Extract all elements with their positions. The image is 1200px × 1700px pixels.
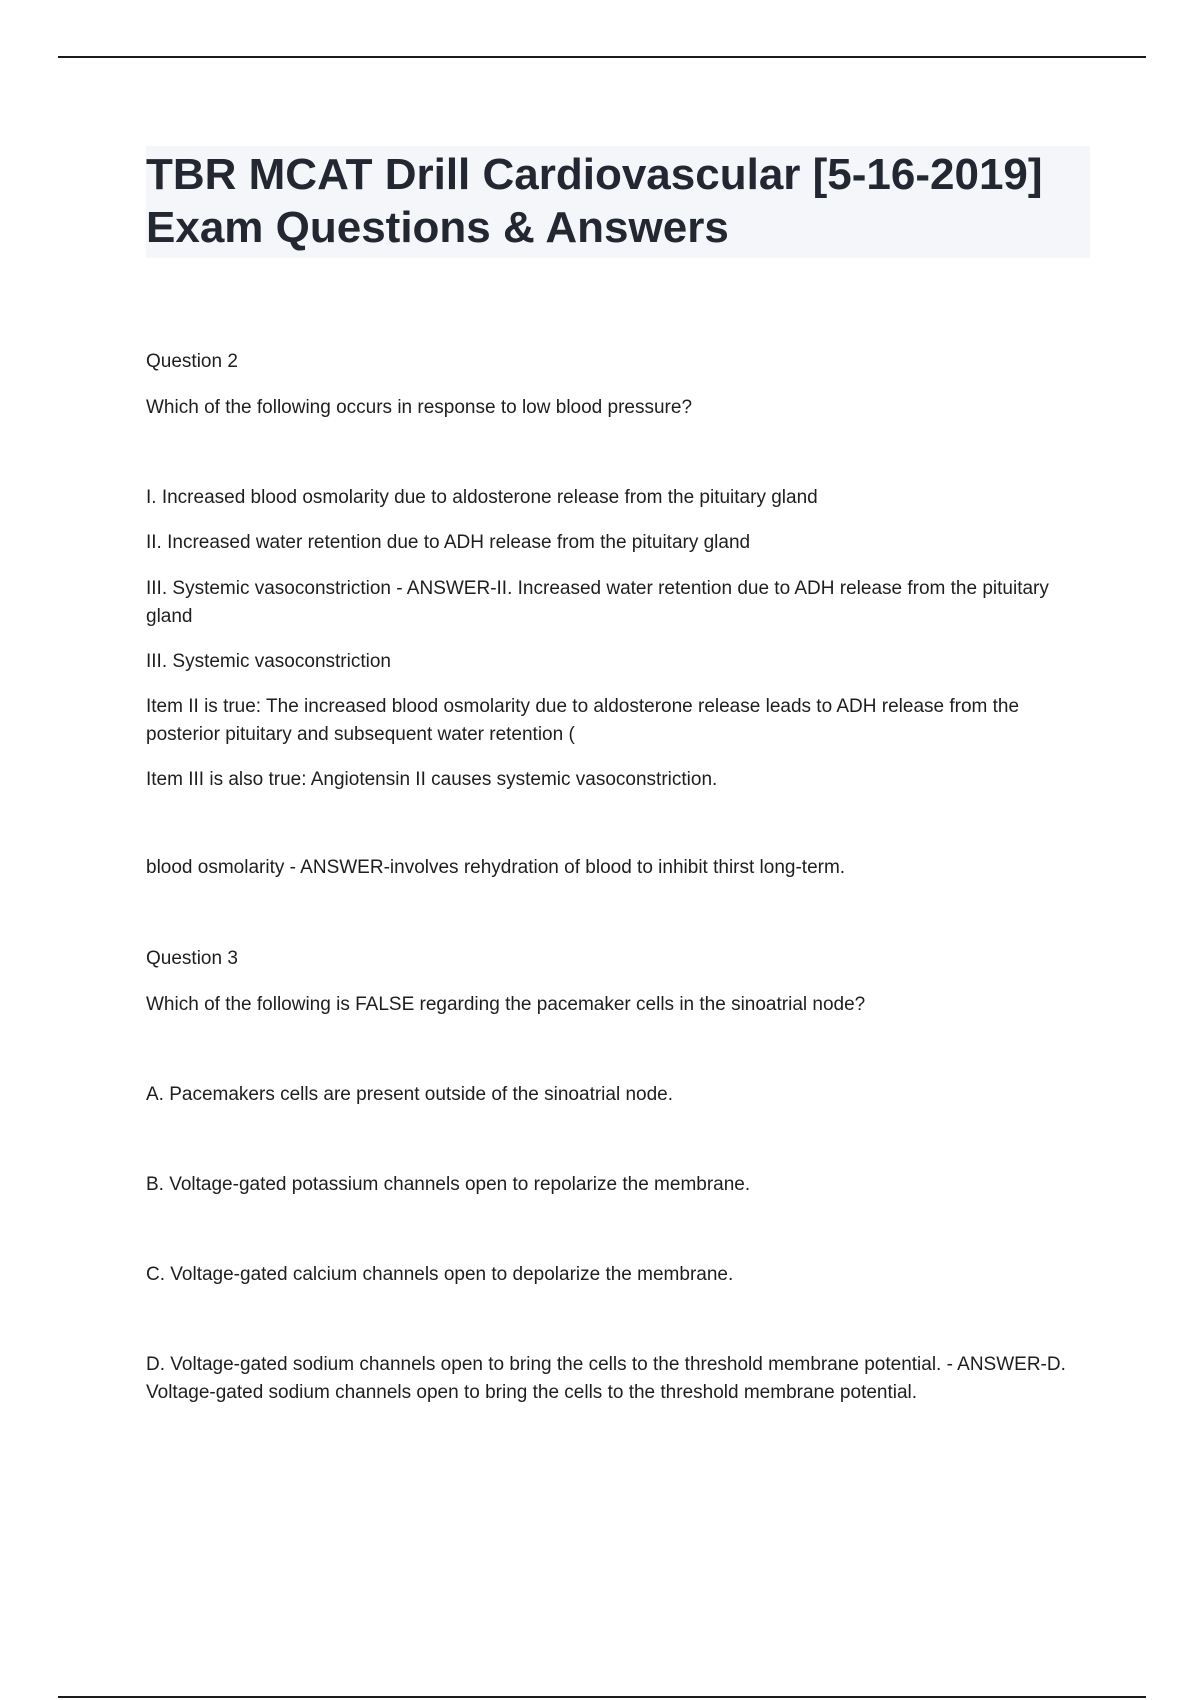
question-2-heading: Question 2 (146, 351, 238, 372)
title-block (146, 146, 1090, 258)
document-title: TBR MCAT Drill Cardiovascular [5-16-2019] Exam Questions & Answers (146, 150, 1043, 252)
header-rule (58, 56, 1146, 58)
question-2-prompt: Which of the following occurs in response to low blood pressure? (146, 397, 693, 418)
question-2-answer-item-3: III. Systemic vasoconstriction (146, 651, 391, 672)
question-2-item-1: I. Increased blood osmolarity due to aldosterone release from the pituitary gland (146, 487, 818, 508)
question-3-prompt: Which of the following is FALSE regarding the pacemaker cells in the sinoatrial node? (146, 994, 866, 1015)
question-2-item-2: II. Increased water retention due to ADH release from the pituitary gland (146, 532, 751, 553)
question-2-explanation-2: Item III is also true: Angiotensin II causes systemic vasoconstriction. (146, 769, 718, 790)
question-2-explanation-1: Item II is true: The increased blood osmolarity due to aldosterone release leads to ADH release from the posterior pituitary and subsequent water retention ( (146, 696, 1020, 745)
question-3-option-c: C. Voltage-gated calcium channels open to depolarize the membrane. (146, 1264, 734, 1285)
question-3-option-a: A. Pacemakers cells are present outside of the sinoatrial node. (146, 1084, 674, 1105)
document-body (146, 146, 1090, 1407)
question-3-option-b: B. Voltage-gated potassium channels open to repolarize the membrane. (146, 1174, 751, 1195)
footer-rule (58, 1696, 1146, 1698)
question-3-option-d-answer: D. Voltage-gated sodium channels open to bring the cells to the threshold membrane potential. - ANSWER-D. Voltage-gated sodium channels open to bring the cells to the threshold membrane potential. (146, 1354, 1066, 1403)
question-3-heading: Question 3 (146, 948, 238, 969)
question-2-followup: blood osmolarity - ANSWER-involves rehydration of blood to inhibit thirst long-term. (146, 857, 846, 878)
question-2-item-3-answer: III. Systemic vasoconstriction - ANSWER-II. Increased water retention due to ADH release from the pituitary gland (146, 578, 1049, 627)
